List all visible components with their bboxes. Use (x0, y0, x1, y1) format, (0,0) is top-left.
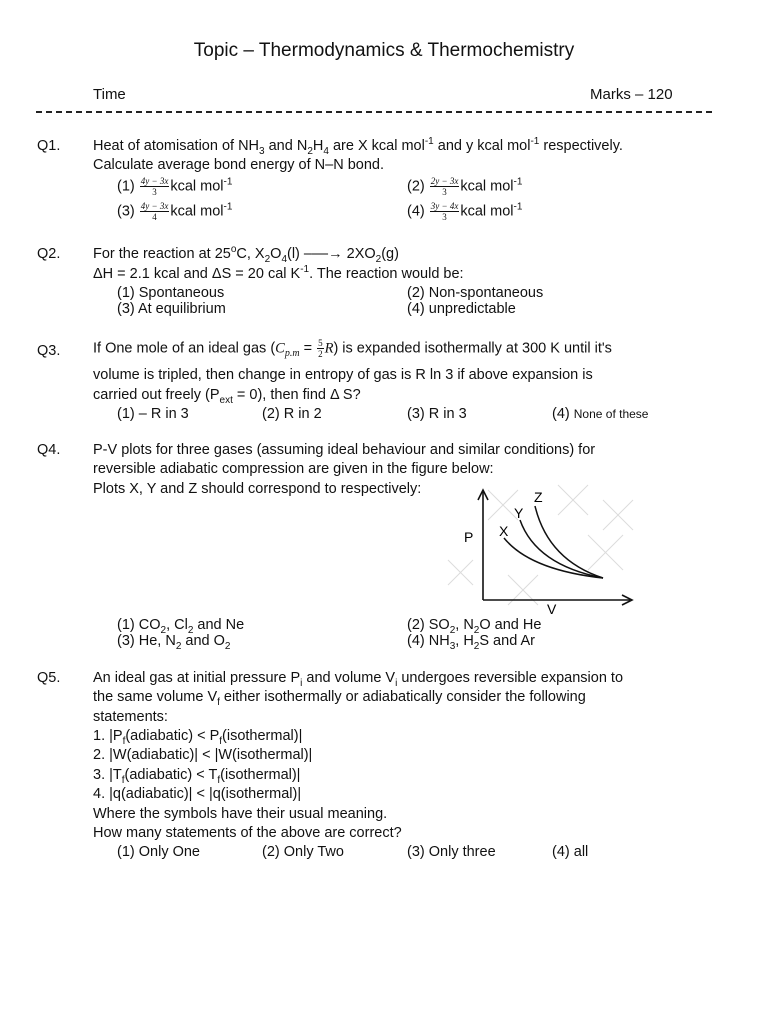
q5-option-1: (1) Only One (117, 844, 200, 860)
dashed-divider (36, 111, 712, 113)
z-label: Z (534, 489, 543, 505)
q5-statement-1: 1. $|P_f(adiabatic)$ < $P_f(isothermal)|$ (93, 728, 303, 747)
q5-option-4: (4) all (552, 844, 589, 860)
q3-option-4: (4) None of these (552, 406, 649, 422)
pv-diagram (438, 480, 638, 620)
q4-text-line2: reversible adiabatic compression are given in the figure below: (93, 461, 494, 477)
q2-option-3: (3) At equilibrium (117, 301, 226, 317)
q3-text-line1: If One mole of an ideal gas ($C_{p.m}$ = $\frac{5}{2}$ R) is expanded isothermally at 300 K until it's (93, 338, 612, 360)
q3-option-2: (2) R in 2 (262, 406, 322, 422)
q1-option-3: (3) $\frac{4y - 3x}{4}$ kcal mol$^{-1}$ (117, 201, 233, 222)
q5-statement-3: 3. $|T_f(adiabatic)$ < $T_f(isothermal)|$ (93, 767, 301, 786)
q1-option-1: (1) $\frac{4y - 3x}{3}$ kcal mol$^{-1}$ (117, 176, 233, 197)
p-label: P (464, 529, 474, 545)
q4-text-line1: P-V plots for three gases (assuming ideal behaviour and similar conditions) for (93, 442, 596, 458)
q4-option-2: (2) $SO_2$, $N_2O$ and He (407, 617, 542, 636)
q5-text-line2: the same volume $V_f$ either isothermally or adiabatically consider the following (93, 689, 586, 708)
curve-y (520, 520, 603, 578)
q5-text-how: How many statements of the above are correct? (93, 825, 402, 841)
q5-number: Q5. (37, 670, 61, 686)
q2-option-2: (2) Non-spontaneous (407, 285, 544, 301)
q3-text-line2: volume is tripled, then change in entropy of gas is R ln 3 if above expansion is (93, 367, 593, 383)
q3-option-1: (1) – R in 3 (117, 406, 189, 422)
q1-option-2: (2) $\frac{2y - 3x}{3}$ kcal mol$^{-1}$ (407, 176, 523, 197)
marks-label: Marks – 120 (590, 86, 673, 103)
page-title: Topic – Thermodynamics & Thermochemistry (193, 40, 575, 61)
q4-option-1: (1) $CO_2$, $Cl_2$ and Ne (117, 617, 245, 636)
q1-text-line1: Heat of atomisation of $NH_3$ and $N_2H_4$ are X kcal mol$^{-1}$ and y kcal mol$^{-1}$ respectively. (93, 136, 623, 157)
q2-option-1: (1) Spontaneous (117, 285, 225, 301)
q4-option-4: (4) $NH_3$, $H_2S$ and Ar (407, 633, 535, 652)
q4-number: Q4. (37, 442, 61, 458)
q5-option-2: (2) Only Two (262, 844, 344, 860)
q4-option-3: (3) He, $N_2$ and $O_2$ (117, 633, 231, 652)
q2-text-line2: ΔH = 2.1 kcal and ΔS = 20 cal $K^{-1}$. The reaction would be: (93, 264, 464, 282)
q3-number: Q3. (37, 343, 61, 359)
q1-option-4: (4) $\frac{3y - 4x}{3}$ kcal mol$^{-1}$ (407, 201, 523, 222)
y-label: Y (514, 505, 524, 521)
q5-statement-4: 4. |q(adiabatic)| < |q(isothermal)| (93, 786, 302, 802)
q2-text-line1: For the reaction at 25$^o$C, $X_2O_4(l)$ –––→ $2XO_2(g)$ (93, 244, 399, 265)
v-label: V (547, 601, 557, 617)
q2-number: Q2. (37, 246, 61, 262)
q5-text-line1: An ideal gas at initial pressure $P_i$ and volume $V_i$ undergoes reversible expansion to (93, 670, 624, 689)
q2-option-4: (4) unpredictable (407, 301, 516, 317)
q5-text-line3: statements: (93, 709, 168, 725)
time-label: Time (93, 86, 126, 103)
q5-text-where: Where the symbols have their usual meaning. (93, 806, 388, 822)
q5-statement-2: 2. |W(adiabatic)| < |W(isothermal)| (93, 747, 313, 763)
q4-text-line3: Plots X, Y and Z should correspond to respectively: (93, 481, 422, 497)
x-label: X (499, 523, 509, 539)
q1-number: Q1. (37, 138, 61, 154)
q1-text-line2: Calculate average bond energy of N–N bond. (93, 157, 384, 173)
q5-option-3: (3) Only three (407, 844, 496, 860)
q3-text-line3: carried out freely $(P_{ext} = 0)$, then find Δ S? (93, 387, 361, 406)
q3-option-3: (3) R in 3 (407, 406, 467, 422)
